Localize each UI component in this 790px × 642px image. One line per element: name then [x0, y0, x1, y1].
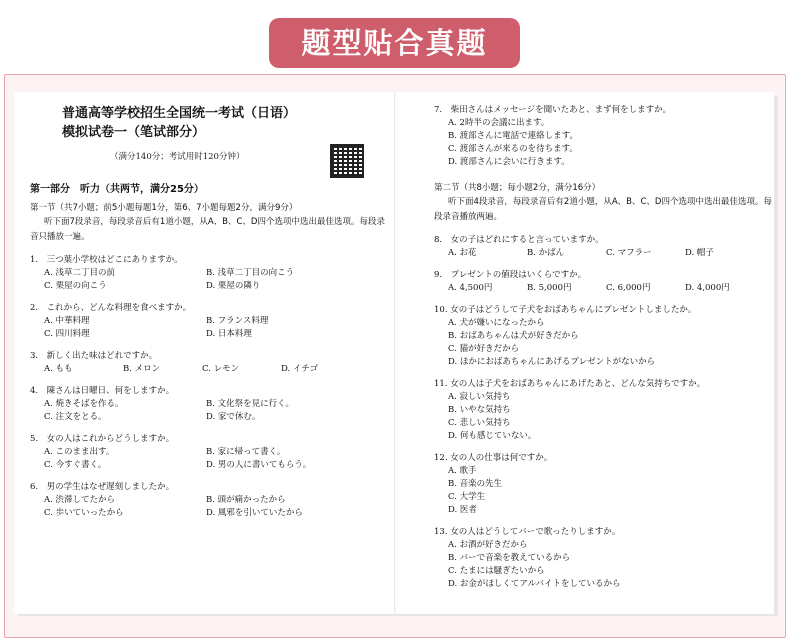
question-item: [434, 234, 774, 260]
question-item: [434, 526, 774, 591]
option: B. バーで音楽を教えているから: [448, 553, 571, 563]
question-text: 6. 男の学生はなぜ遅刻しましたか。: [30, 482, 175, 492]
option: B. 浅草二丁目の向こう: [206, 268, 295, 278]
qr-code-icon: [330, 144, 364, 178]
option: D. お金がほしくてアルバイトをしているから: [448, 579, 621, 589]
option: C. 大学生: [448, 492, 486, 502]
option: B. 文化祭を見に行く。: [206, 399, 294, 409]
option-list: [448, 282, 774, 295]
option: C. 悲しい気持ち: [448, 418, 511, 428]
option: A. 2時半の会議に出ます。: [448, 118, 550, 128]
option: C. 注文をとる。: [44, 412, 107, 422]
option-list: [44, 315, 390, 341]
option: B. メロン: [123, 364, 161, 374]
question-text: 5. 女の人はこれからどうしますか。: [30, 434, 175, 444]
option: B. 頭が痛かったから: [206, 495, 286, 505]
option: D. 帽子: [685, 248, 714, 258]
option: B. おばあちゃんは犬が好きだから: [448, 331, 579, 341]
exam-title-line2: 模拟试卷一（笔试部分）: [62, 125, 206, 140]
option: D. 医者: [448, 505, 477, 515]
option: D. 渡部さんに会いに行きます。: [448, 157, 570, 167]
option: D. 日本料理: [206, 329, 252, 339]
option: A. このまま出す。: [44, 447, 115, 457]
option: C. 6,000円: [606, 283, 651, 293]
option: A. お花: [448, 248, 477, 258]
option: A. お酒が好きだから: [448, 540, 528, 550]
option: B. 5,000円: [527, 283, 572, 293]
option-list: [448, 117, 774, 169]
option: C. マフラー: [606, 248, 652, 258]
exam-subtitle: （满分140分；考试用时120分钟）: [110, 152, 245, 162]
question-text: 10. 女の子はどうして子犬をおばあちゃんにプレゼントしましたか。: [434, 305, 697, 315]
option: D. 家で休む。: [206, 412, 261, 422]
option: D. 風邪を引いていたから: [206, 508, 303, 518]
right-question-list: [434, 234, 774, 591]
option: D. 男の人に書いてもらう。: [206, 460, 312, 470]
option: C. 猫が好きだから: [448, 344, 520, 354]
question-item: [30, 254, 390, 293]
option: B. 音楽の先生: [448, 479, 503, 489]
option-list: [448, 539, 774, 591]
option: C. 渡部さんが来るのを待ちます。: [448, 144, 578, 154]
option: B. いやな気持ち: [448, 405, 511, 415]
question-item: [30, 350, 390, 376]
question-text: 9. プレゼントの値段はいくらですか。: [434, 270, 587, 280]
option-list: [44, 267, 390, 293]
question-item: [30, 433, 390, 472]
option: A. 歌手: [448, 466, 477, 476]
banner-title: 题型贴合真题: [269, 18, 520, 68]
option: C. 四川料理: [44, 329, 90, 339]
question-text: 1. 三つ葉小学校はどこにありますか。: [30, 255, 183, 265]
question-item: [434, 452, 774, 517]
part1-title: 第一部分 听力（共两节，满分25分）: [30, 184, 204, 195]
left-page: [30, 104, 390, 520]
option: A. 焼きそばを作る。: [44, 399, 124, 409]
option: B. フランス料理: [206, 316, 269, 326]
option: A. 中華料理: [44, 316, 90, 326]
option-list: [44, 446, 390, 472]
option-list: [448, 391, 774, 443]
option: C. 栗屋の向こう: [44, 281, 107, 291]
option: A. 犬が嫌いになったから: [448, 318, 545, 328]
question-item: [30, 385, 390, 424]
option: C. 歩いていったから: [44, 508, 124, 518]
option: C. レモン: [202, 364, 240, 374]
option: D. イチゴ: [281, 364, 319, 374]
option: A. 4,500円: [448, 283, 493, 293]
exam-title-line1: 普通高等学校招生全国统一考试（日语）: [62, 106, 297, 121]
question-text: 7. 柴田さんはメッセージを聞いたあと、まず何をしますか。: [434, 105, 672, 115]
question-text: 8. 女の子はどれにすると言っていますか。: [434, 235, 604, 245]
option: C. たまには騒ぎたいから: [448, 566, 545, 576]
section1-instructions: 听下面7段录音，每段录音后有1道小题，从A、B、C、D四个选项中选出最佳选项。每段录音只播放一遍。: [30, 217, 385, 242]
option: B. 家に帰って書く。: [206, 447, 286, 457]
option: A. 寂しい気持ち: [448, 392, 511, 402]
left-question-list: [30, 254, 390, 520]
option-list: [448, 317, 774, 369]
section2-instructions: 听下面4段录音，每段录音后有2道小题，从A、B、C、D四个选项中选出最佳选项。每段录音播放两遍。: [434, 197, 772, 222]
option: C. 今すぐ書く。: [44, 460, 107, 470]
question-item: [434, 269, 774, 295]
question-item: [30, 481, 390, 520]
question-item: [434, 378, 774, 443]
option: D. 栗屋の隣り: [206, 281, 261, 291]
option: A. もも: [44, 364, 73, 374]
question-item: [30, 302, 390, 341]
option: D. 何も感じていない。: [448, 431, 537, 441]
option-list: [44, 494, 390, 520]
option-list: [44, 363, 390, 376]
page-fold: [394, 92, 396, 614]
option: B. 渡部さんに電話で連絡します。: [448, 131, 578, 141]
option: D. 4,000円: [685, 283, 730, 293]
option-list: [44, 398, 390, 424]
option-list: [448, 247, 774, 260]
section1-title: 第一节（共7小题；前5小题每题1分，第6、7小题每题2分，满分9分）: [30, 203, 298, 213]
question-item: [434, 304, 774, 369]
question-text: 12. 女の人の仕事は何ですか。: [434, 453, 553, 463]
question-text: 13. 女の人はどうしてバーで歌ったりしますか。: [434, 527, 621, 537]
question-text: 11. 女の人は子犬をおばあちゃんにあげたあと、どんな気持ちですか。: [434, 379, 706, 389]
section2-title: 第二节（共8小题；每小题2分，满分16分）: [434, 183, 601, 193]
right-page: [434, 104, 774, 591]
option: D. ほかにおばあちゃんにあげるプレゼントがないから: [448, 357, 656, 367]
question-item: [434, 104, 774, 169]
option: A. 渋滞してたから: [44, 495, 116, 505]
question-text: 4. 陳さんは日曜日、何をしますか。: [30, 386, 175, 396]
option: B. かばん: [527, 248, 565, 258]
option: A. 浅草二丁目の前: [44, 268, 116, 278]
option-list: [448, 465, 774, 517]
question-text: 3. 新しく出た味はどれですか。: [30, 351, 158, 361]
question-text: 2. これから、どんな料理を食べますか。: [30, 303, 192, 313]
